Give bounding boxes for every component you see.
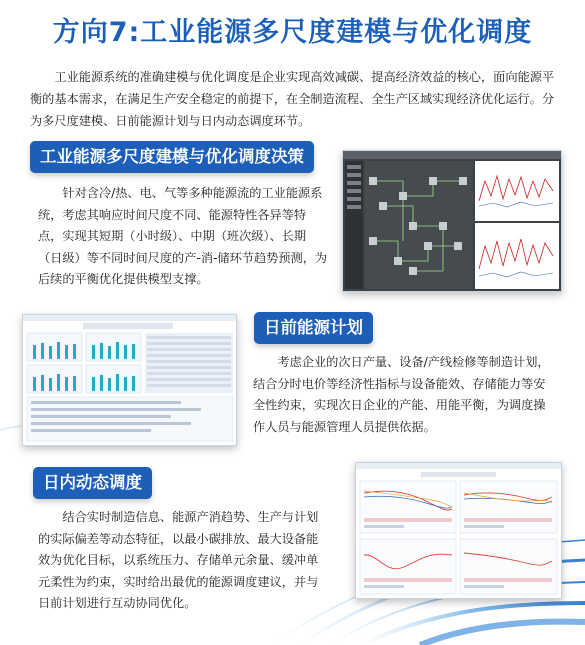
day-ahead-plan-screenshot <box>22 314 237 446</box>
section-body-day-ahead: 考虑企业的次日产量、设备/产线检修等制造计划，结合分时电价等经济性指标与设备能效、存储能力等安全性约束，实现次日企业的产能、用能平衡，为调度操作人员与能源管理人员提供依据。 <box>253 355 550 434</box>
page-title: 方向7:工业能源多尺度建模与优化调度 <box>52 17 533 48</box>
intraday-scheduling-screenshot <box>355 462 562 599</box>
section-heading-modeling: 工业能源多尺度建模与优化调度决策 <box>30 141 314 173</box>
intro-paragraph: 工业能源系统的准确建模与优化调度是企业实现高效减碳、提高经济效益的核心，面向能源平衡的基本需求，在满足生产安全稳定的前提下，在全制造流程、全生产区域实现经济优化运行。分为多尺度建模、日前能源计划与日内动态调度环节。 <box>30 70 555 128</box>
section-heading-intraday: 日内动态调度 <box>33 467 152 499</box>
section-body-modeling: 针对含冷/热、电、气等多种能源流的工业能源系统，考虑其响应时间尺度不同、能源特性各异等特点，实现其短期（小时级）、中期（班次级）、长期（日级）等不同时间尺度的产-消-储环节趋势预测，为后续的平衡优化提供模型支撑。 <box>38 186 328 287</box>
section-body-intraday: 结合实时制造信息、能源产消趋势、生产与计划的实际偏差等动态特征，以最小碳排放、最大设备能效为优化目标，以系统压力、存储单元余量、缓冲单元柔性为约束，实时给出最优的能源调度建议，并与日前计划进行互动协同优化。 <box>38 510 319 611</box>
section-heading-day-ahead: 日前能源计划 <box>254 312 373 344</box>
modeling-software-screenshot <box>342 150 562 292</box>
